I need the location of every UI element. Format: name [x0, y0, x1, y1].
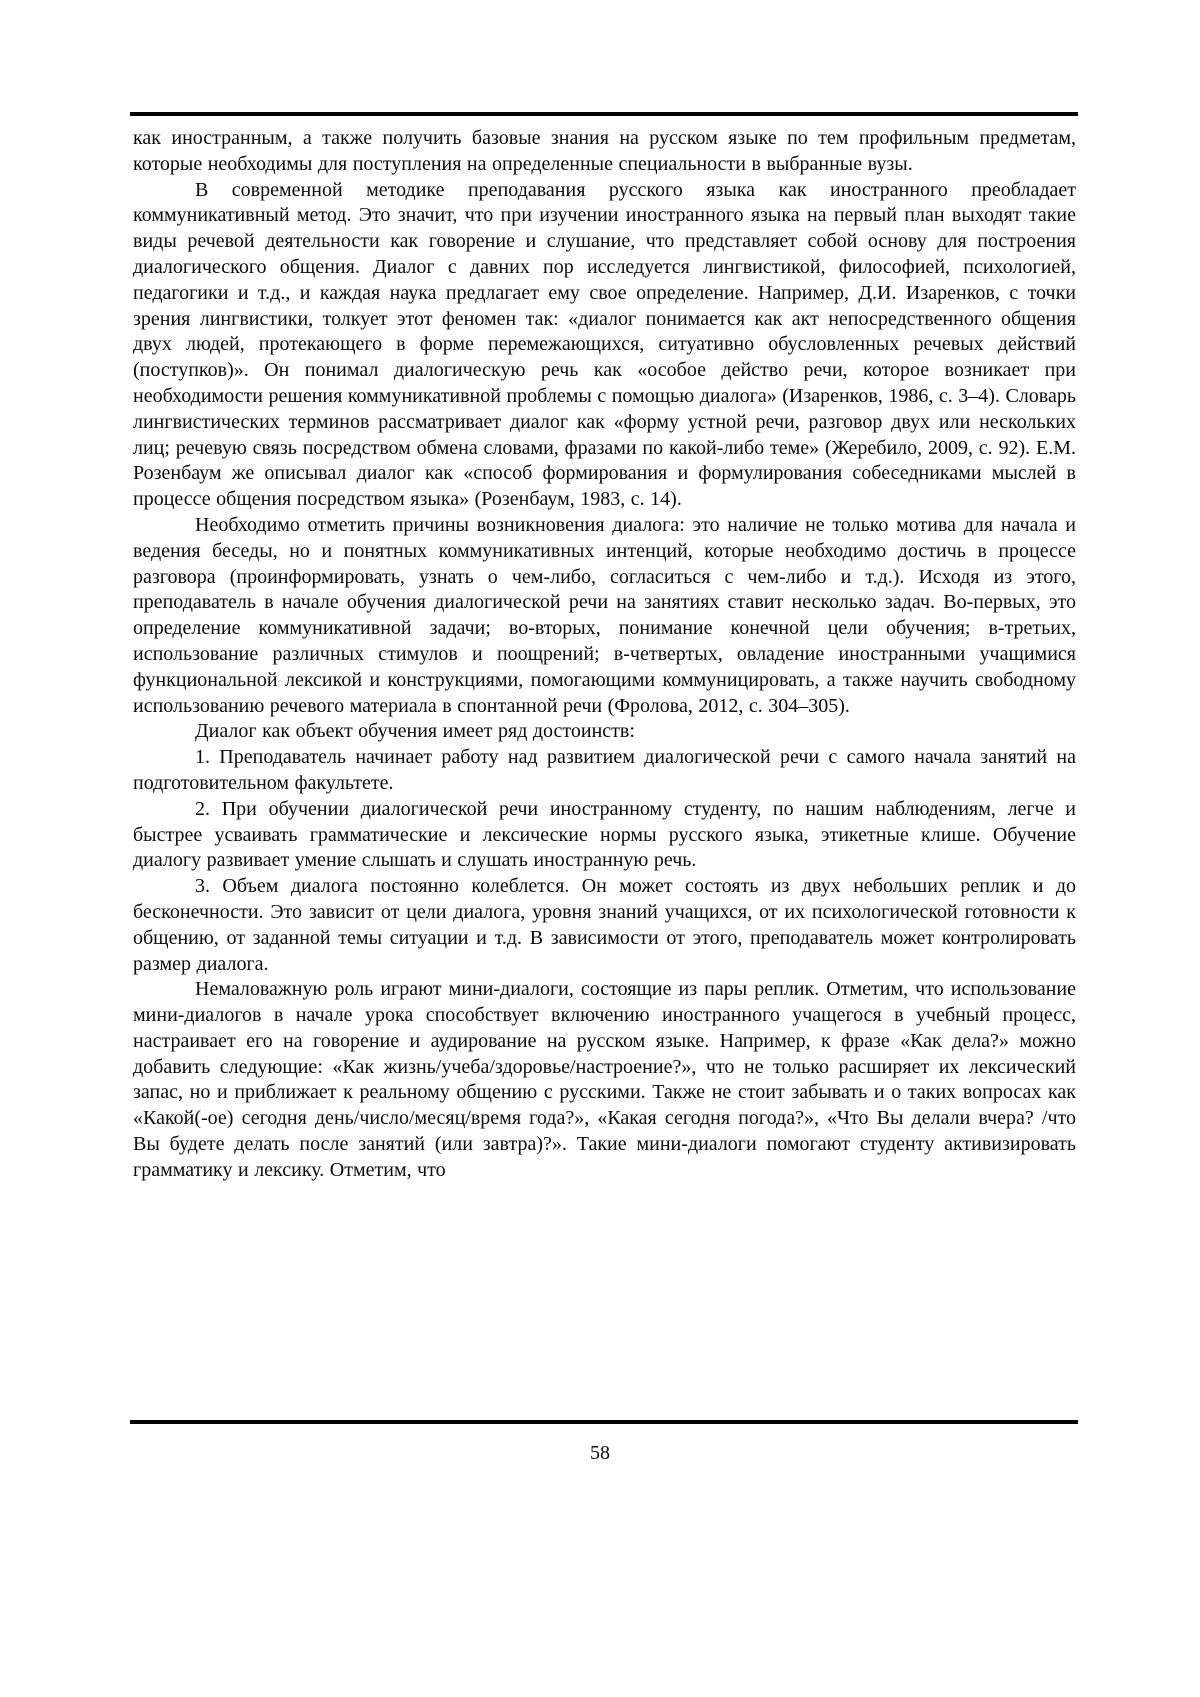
paragraph: Немаловажную роль играют мини-диалоги, состоящие из пары реплик. Отметим, что использование мини-диалогов в начале урока способствует включению иностранного учащегося в учебный процесс, настраивает его на говорение и аудирование на русском языке. Например, к фразе «Как дела?» можно добавить следующие: «Как жизнь/учеба/здоровье/настроение?», что не только расширяет их лексический запас, но и приближает к реальному общению с русскими. Также не стоит забывать и о таких вопросах как «Какой(-ое) сегодня день/число/месяц/время года?», «Какая сегодня погода?», «Что Вы делали вчера? /что Вы будете делать после занятий (или завтра)?». Такие мини-диалоги помогают студенту активизировать грамматику и лексику. Отметим, что [133, 978, 1076, 1181]
list-item-2: 2. При обучении диалогической речи иностранному студенту, по нашим наблюдениям, легче и быстрее усваивать грамматические и лексические нормы русского языка, этикетные клише. Обучение диалогу развивает умение слышать и слушать иностранную речь. [133, 797, 1076, 872]
paragraph: В современной методике преподавания русского языка как иностранного преобладает коммуникативный метод. Это значит, что при изучении иностранного языка на первый план выходят такие виды речевой деятельности как говорение и слушание, что представляет собой основу для построения диалогического общения. Диалог с давних пор исследуется лингвистикой, философией, психологией, педагогики и т.д., и каждая наука предлагает ему свое определение. Например, Д.И. Изаренков, с точки зрения лингвистики, толкует этот феномен так: «диалог понимается как акт непосредственного общения двух людей, протекающего в форме перемежающихся, ситуативно обусловленных речевых действий (поступков)». Он понимал диалогическую речь как «особое действо речи, которое возникает при необходимости решения коммуникативной проблемы с помощью диалога» (Изаренков, 1986, с. 3–4). Словарь лингвистических терминов рассматривает диалог как «форму устной речи, разговор двух или нескольких лиц; речевую связь посредством обмена словами, фразами по какой-либо теме» (Жеребило, 2009, с. 92). Е.М. Розенбаум же описывал диалог как «способ формирования и формулирования собеседниками мыслей в процессе общения посредством языка» (Розенбаум, 1983, с. 14). [133, 178, 1076, 511]
paragraph: Необходимо отметить причины возникновения диалога: это наличие не только мотива для начала и ведения беседы, но и понятных коммуникативных интенций, которые необходимо достичь в процессе разговора (проинформировать, узнать о чем-либо, согласиться с чем-либо и т.д.). Исходя из этого, преподаватель в начале обучения диалогической речи на занятиях ставит несколько задач. Во-первых, это определение коммуникативной задачи; во-вторых, понимание конечной цели обучения; в-третьих, использование различных стимулов и поощрений; в-четвертых, овладение иностранными учащимися функциональной лексикой и конструкциями, помогающими коммуницировать, а также научить свободному использованию речевого материала в спонтанной речи (Фролова, 2012, с. 304–305). [133, 513, 1076, 717]
top-rule [130, 112, 1078, 116]
page-number: 58 [590, 1442, 610, 1464]
bottom-rule [130, 1420, 1078, 1424]
text-block [133, 126, 1076, 1184]
list-item-1: 1. Преподаватель начинает работу над развитием диалогической речи с самого начала занятий на подготовительном факультете. [133, 746, 1076, 794]
paragraph: Диалог как объект обучения имеет ряд достоинств: [195, 720, 635, 743]
list-item-3: 3. Объем диалога постоянно колеблется. Он может состоять из двух небольших реплик и до бесконечности. Это зависит от цели диалога, уровня знаний учащихся, от их психологической готовности к общению, от заданной темы ситуации и т.д. В зависимости от этого, преподаватель может контролировать размер диалога. [133, 875, 1076, 975]
paragraph-continuation: как иностранным, а также получить базовые знания на русском языке по тем профильным предметам, которые необходимы для поступления на определенные специальности в выбранные вузы. [133, 127, 1076, 175]
